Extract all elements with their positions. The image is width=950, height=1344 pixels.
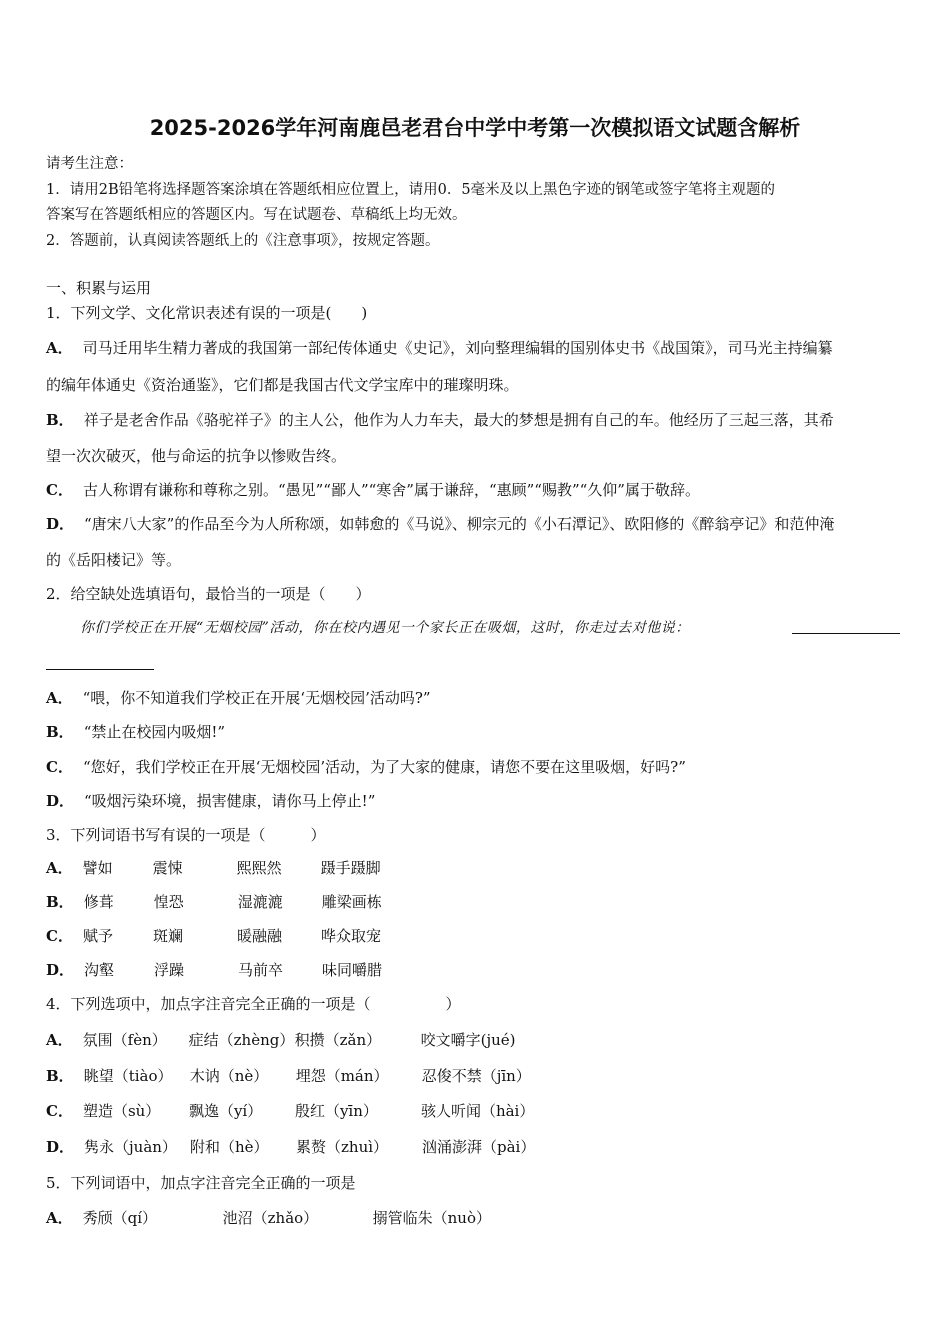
q3-option-a: A． 譬如 震悚 熙熙然 蹑手蹑脚 [46, 859, 381, 877]
q5-stem: 5．下列词语中，加点字注音完全正确的一项是 [46, 1174, 356, 1192]
q3-option-b: B． 修葺 惶恐 湿漉漉 雕梁画栋 [46, 893, 382, 911]
notice-line-1: 1．请用2B铅笔将选择题答案涂填在答题纸相应位置上，请用0．5毫米及以上黑色字迹的钢笔或签字笔将主观题的 [46, 182, 776, 198]
q2-option-d: D． “吸烟污染环境，损害健康，请你马上停止!” [46, 792, 376, 810]
notice-heading: 请考生注意： [46, 156, 133, 172]
q1-option-b-cont: 望一次次破灭，他与命运的抗争以惨败告终。 [46, 447, 347, 465]
q2-stem: 2．给空缺处选填语句，最恰当的一项是（ ） [46, 585, 371, 603]
q3-option-c: C． 赋予 斑斓 暖融融 哗众取宠 [46, 927, 381, 945]
q2-blank-line-1 [792, 633, 900, 634]
q4-option-d: D． 隽永（juàn） 附和（hè） 累赘（zhuì） 汹涌澎湃（pài） [46, 1138, 536, 1156]
q3-option-d: D． 沟壑 浮躁 马前卒 味同嚼腊 [46, 961, 383, 979]
q1-option-a-cont: 的编年体通史《资治通鉴》，它们都是我国古代文学宝库中的璀璨明珠。 [46, 376, 519, 394]
q1-option-a: A． 司马迁用毕生精力著成的我国第一部纪传体通史《史记》，刘向整理编辑的国别体史书《战国策》，司马光主持编纂 [46, 339, 833, 357]
section-heading: 一、积累与运用 [46, 279, 152, 297]
q2-option-b: B． “禁止在校园内吸烟!” [46, 723, 226, 741]
q1-option-d: D． “唐宋八大家”的作品至今为人所称颂，如韩愈的《马说》、柳宗元的《小石潭记》、欧阳修的《醉翁亭记》和范仲淹 [46, 515, 835, 533]
q1-option-d-cont: 的《岳阳楼记》等。 [46, 551, 182, 569]
q2-blank-line-2 [46, 669, 154, 670]
q1-stem: 1．下列文学、文化常识表述有误的一项是( ) [46, 304, 368, 322]
q2-context: 你们学校正在开展“无烟校园”活动，你在校内遇见一个家长正在吸烟，这时，你走过去对他说： [80, 620, 690, 636]
q5-option-a: A． 秀颀（qí） 池沼（zhǎo） 搦管临朱（nuò） [46, 1209, 491, 1227]
q2-option-c: C． “您好，我们学校正在开展‘无烟校园’活动，为了大家的健康，请您不要在这里吸烟，好吗?” [46, 758, 686, 776]
page-title: 2025-2026学年河南鹿邑老君台中学中考第一次模拟语文试题含解析 [149, 116, 801, 140]
q3-stem: 3．下列词语书写有误的一项是（ ） [46, 826, 326, 844]
notice-line-1b: 答案写在答题纸相应的答题区内。写在试题卷、草稿纸上均无效。 [46, 207, 467, 223]
q4-option-b: B． 眺望（tiào） 木讷（nè） 埋怨（mán） 忍俊不禁（jīn） [46, 1067, 531, 1085]
q4-option-c: C． 塑造（sù） 飘逸（yí） 殷红（yīn） 骇人听闻（hài） [46, 1102, 535, 1120]
notice-line-2: 2．答题前，认真阅读答题纸上的《注意事项》，按规定答题。 [46, 233, 440, 249]
q4-option-a: A． 氛围（fèn） 症结（zhèng）积攒（zǎn） 咬文嚼字(jué) [46, 1031, 516, 1049]
q1-option-c: C． 古人称谓有谦称和尊称之别。“愚见”“鄙人”“寒舍”属于谦辞，“惠顾”“赐教”“久仰”属于敬辞。 [46, 481, 700, 499]
q1-option-b: B． 祥子是老舍作品《骆驼祥子》的主人公，他作为人力车夫，最大的梦想是拥有自己的车。他经历了三起三落，其希 [46, 411, 834, 429]
q4-stem: 4．下列选项中，加点字注音完全正确的一项是（ ） [46, 995, 461, 1013]
q2-option-a: A． “喂，你不知道我们学校正在开展‘无烟校园’活动吗?” [46, 689, 431, 707]
